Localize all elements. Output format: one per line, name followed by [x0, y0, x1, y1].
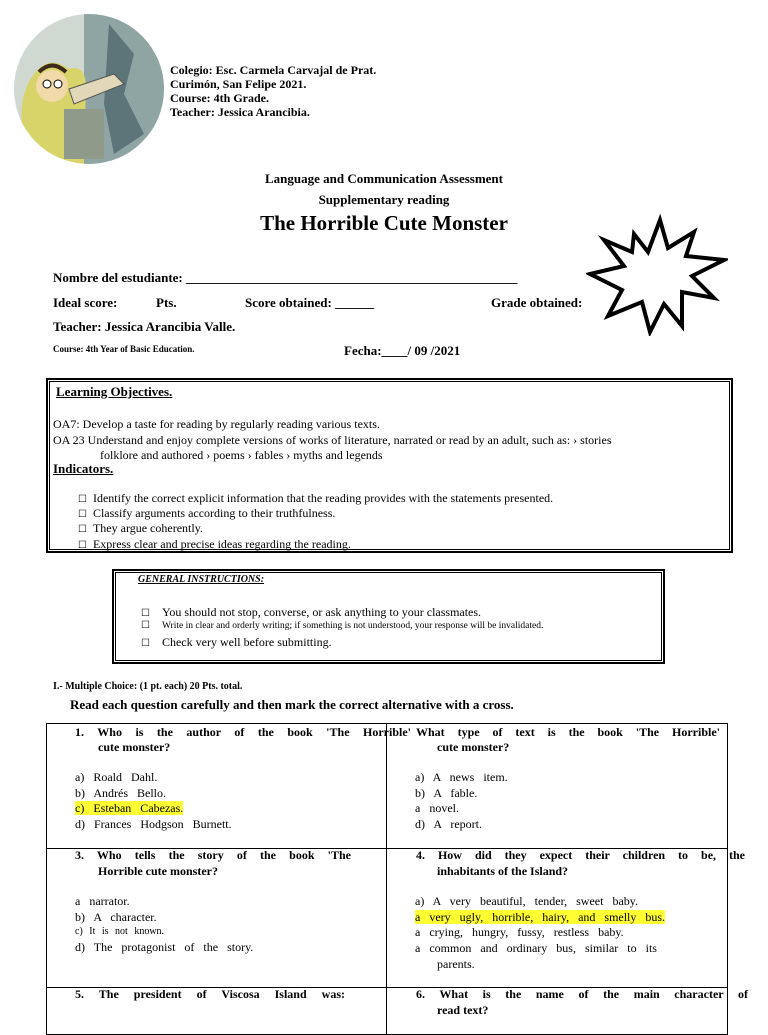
instructions-box	[112, 569, 665, 664]
answer-option[interactable]: a common and ordinary bus, similar to its	[415, 941, 657, 955]
question-2-cont: cute monster?	[437, 740, 510, 754]
assessment-title: Language and Communication Assessment	[264, 171, 503, 186]
question-4-cont: inhabitants of the Island?	[437, 864, 569, 878]
answer-option[interactable]: a) Roald Dahl.	[75, 770, 158, 784]
checkbox-icon: ☐	[78, 524, 87, 535]
school-teacher: Teacher: Jessica Arancibia.	[170, 105, 310, 119]
indicator-item: ☐ Identify the correct explicit information that the reading provides with the statements presented.	[78, 491, 554, 505]
objective-oa23: OA 23 Understand and enjoy complete versions of works of literature, narrated or read by an adult, such as: › stories	[53, 433, 612, 447]
highlighted-answer: c) Esteban Cabezas.	[75, 801, 184, 815]
question-6: 6. What is the name of the main character of	[416, 987, 748, 1001]
instruction-item: ☐ Write in clear and orderly writing; if something is not understood, your response will be invalidated.	[141, 620, 544, 631]
question-6-cont: read text?	[437, 1003, 489, 1017]
question-3-cont: Horrible cute monster?	[98, 864, 218, 878]
grade-obtained-label: Grade obtained:	[491, 295, 583, 310]
school-place: Curimón, San Felipe 2021.	[170, 77, 307, 91]
answer-option[interactable]: a narrator.	[75, 894, 130, 908]
question-3: 3. Who tells the story of the book 'The	[75, 848, 351, 862]
objectives-box	[46, 378, 733, 553]
checkbox-icon: ☐	[78, 509, 87, 520]
objectives-heading: Learning Objectives.	[56, 384, 173, 399]
question-4: 4. How did they expect their children to be, the	[416, 848, 745, 862]
answer-option[interactable]: d) A report.	[415, 817, 482, 831]
date-field[interactable]: Fecha:____/ 09 /2021	[344, 343, 461, 358]
highlighted-answer: a very ugly, horrible, hairy, and smelly bus.	[415, 910, 666, 924]
question-1-cont: cute monster?	[98, 740, 171, 754]
ideal-score-label: Ideal score:	[53, 295, 118, 310]
answer-option[interactable]: a) A very beautiful, tender, sweet baby.	[415, 894, 639, 908]
answer-option[interactable]: c) It is not known.	[75, 926, 165, 937]
question-2: What type of text is the book 'The Horrible'	[416, 725, 720, 739]
instruction-item: ☐ You should not stop, converse, or ask anything to your classmates.	[141, 605, 482, 619]
starburst-icon	[586, 212, 728, 341]
teacher-full-name: Teacher: Jessica Arancibia Valle.	[53, 319, 236, 334]
monster-illustration	[14, 14, 164, 164]
answer-option[interactable]	[75, 801, 183, 816]
objective-oa7: OA7: Develop a taste for reading by regularly reading various texts.	[53, 417, 380, 431]
question-1: 1. Who is the author of the book 'The Horrible'	[75, 725, 411, 739]
questions-table	[46, 723, 748, 1035]
checkbox-icon: ☐	[141, 620, 150, 631]
answer-option[interactable]	[415, 910, 665, 925]
answer-option[interactable]: b) A character.	[75, 910, 157, 924]
instruction-item: ☐ Check very well before submitting.	[141, 635, 332, 649]
answer-option[interactable]: b) Andrés Bello.	[75, 786, 166, 800]
school-course: Course: 4th Grade.	[170, 91, 269, 105]
answer-option[interactable]: a crying, hungry, fussy, restless baby.	[415, 925, 624, 939]
checkbox-icon: ☐	[141, 608, 150, 619]
answer-option[interactable]: a) A news item.	[415, 770, 508, 784]
school-info	[170, 63, 376, 119]
indicators-heading: Indicators.	[53, 461, 114, 476]
score-obtained-field[interactable]: Score obtained: ______	[245, 295, 375, 310]
question-5: 5. The president of Viscosa Island was:	[75, 987, 345, 1001]
section-subtitle: Read each question carefully and then mark the correct alternative with a cross.	[70, 697, 514, 712]
student-name-field[interactable]: Nombre del estudiante: ___________________________________________________	[53, 270, 518, 285]
book-title: The Horrible Cute Monster	[260, 211, 508, 235]
answer-option[interactable]: d) The protagonist of the story.	[75, 940, 254, 954]
answer-option[interactable]: b) A fable.	[415, 786, 478, 800]
course-full: Course: 4th Year of Basic Education.	[53, 344, 195, 354]
answer-option-cont: parents.	[437, 957, 475, 971]
instructions-heading: GENERAL INSTRUCTIONS:	[138, 574, 265, 585]
objective-oa23-cont: folklore and authored › poems › fables › myths and legends	[100, 448, 383, 462]
supplementary-title: Supplementary reading	[318, 192, 450, 207]
section-title: I.- Multiple Choice: (1 pt. each) 20 Pts. total.	[53, 681, 243, 692]
indicator-item: ☐ They argue coherently.	[78, 521, 203, 535]
answer-option[interactable]: d) Frances Hodgson Burnett.	[75, 817, 232, 831]
checkbox-icon: ☐	[78, 494, 87, 505]
indicator-item: ☐ Express clear and precise ideas regarding the reading.	[78, 537, 351, 551]
checkbox-icon: ☐	[78, 540, 87, 551]
indicator-item: ☐ Classify arguments according to their truthfulness.	[78, 506, 336, 520]
school-name: Colegio: Esc. Carmela Carvajal de Prat.	[170, 63, 377, 77]
pts-label: Pts.	[156, 295, 177, 310]
checkbox-icon: ☐	[141, 638, 150, 649]
answer-option[interactable]: a novel.	[415, 801, 459, 815]
